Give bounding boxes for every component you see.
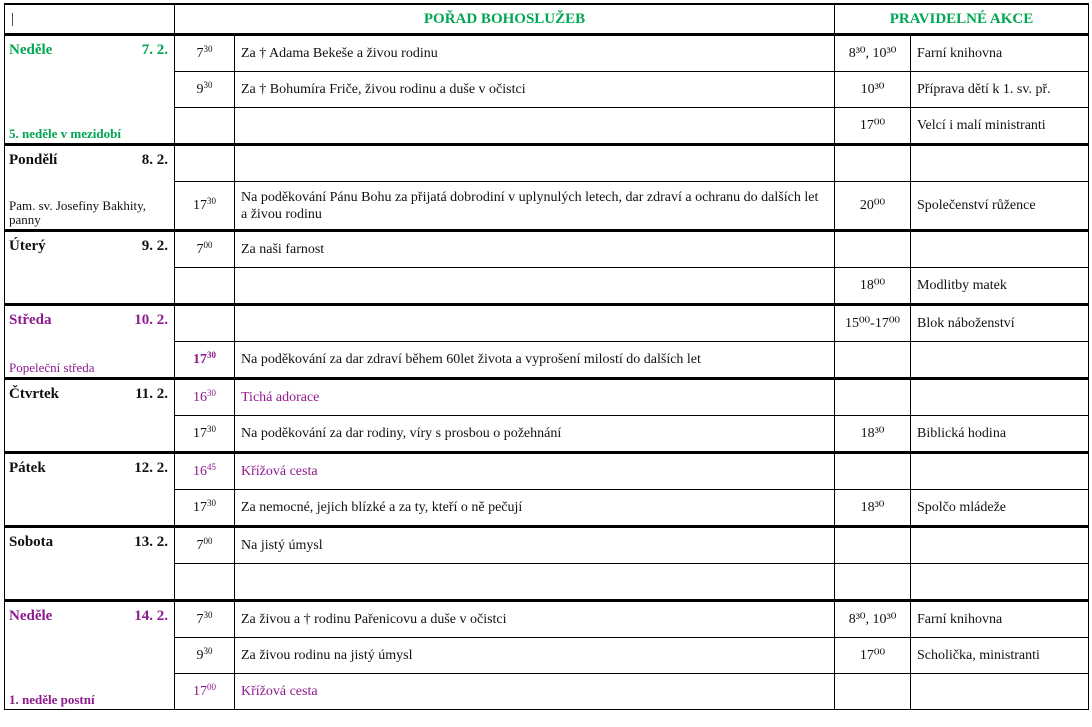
mass-time: $17^{30}$ bbox=[175, 416, 235, 453]
mass-time bbox=[175, 564, 235, 601]
day-name: Středa bbox=[9, 312, 52, 328]
mass-time: $16^{45}$ bbox=[175, 453, 235, 490]
mass-time: $17^{00}$ bbox=[175, 674, 235, 710]
mass-time: $7^{00}$ bbox=[175, 231, 235, 268]
event-name: Farní knihovna bbox=[911, 601, 1089, 638]
day-cell-wednesday bbox=[5, 305, 175, 379]
event-time: 20⁰⁰ bbox=[835, 182, 911, 231]
mass-intention: Za † Bohumíra Friče, živou rodinu a duše v očistci bbox=[235, 72, 835, 108]
day-name: Neděle bbox=[9, 608, 53, 624]
day-date: 9. 2. bbox=[141, 238, 168, 254]
mass-time bbox=[175, 305, 235, 342]
mass-intention: Na poděkování za dar zdraví během 60let života a vyprošení milostí do dalších let bbox=[235, 342, 835, 379]
mass-intention bbox=[235, 268, 835, 305]
day-date: 12. 2. bbox=[134, 460, 168, 476]
event-name: Modlitby matek bbox=[911, 268, 1089, 305]
mass-intention: Za živou rodinu na jistý úmysl bbox=[235, 638, 835, 674]
header-row bbox=[5, 4, 1089, 35]
event-name: Scholička, ministranti bbox=[911, 638, 1089, 674]
mass-time: $16^{30}$ bbox=[175, 379, 235, 416]
table-row bbox=[5, 379, 1089, 416]
mass-intention: Na jistý úmysl bbox=[235, 527, 835, 564]
liturgical-note: Pam. sv. Josefiny Bakhity, panny bbox=[9, 198, 146, 227]
schedule-title: POŘAD BOHOSLUŽEB bbox=[175, 4, 835, 35]
table-row bbox=[5, 453, 1089, 490]
day-name: Neděle bbox=[9, 42, 53, 58]
mass-intention: Na poděkování za dar rodiny, víry s prosbou o požehnání bbox=[235, 416, 835, 453]
mass-intention: Křížová cesta bbox=[235, 674, 835, 710]
event-time: 18³⁰ bbox=[835, 490, 911, 527]
mass-time bbox=[175, 145, 235, 182]
event-time: 8³⁰, 10³⁰ bbox=[835, 601, 911, 638]
event-name: Společenství růžence bbox=[911, 182, 1089, 231]
event-time bbox=[835, 379, 911, 416]
event-name bbox=[911, 453, 1089, 490]
event-name: Blok náboženství bbox=[911, 305, 1089, 342]
event-time: 18⁰⁰ bbox=[835, 268, 911, 305]
mass-intention: Za † Adama Bekeše a živou rodinu bbox=[235, 35, 835, 72]
mass-intention: Za živou a † rodinu Pařenicovu a duše v očistci bbox=[235, 601, 835, 638]
event-time bbox=[835, 674, 911, 710]
mass-time: $9^{30}$ bbox=[175, 72, 235, 108]
table-row bbox=[5, 145, 1089, 182]
day-name: Úterý bbox=[9, 238, 46, 254]
day-cell-saturday bbox=[5, 527, 175, 601]
day-cell-tuesday bbox=[5, 231, 175, 305]
event-name bbox=[911, 379, 1089, 416]
event-name bbox=[911, 564, 1089, 601]
table-row bbox=[5, 231, 1089, 268]
event-time: 8³⁰, 10³⁰ bbox=[835, 35, 911, 72]
liturgical-note: 5. neděle v mezidobí bbox=[9, 126, 121, 141]
event-time: 18³⁰ bbox=[835, 416, 911, 453]
event-time: 17⁰⁰ bbox=[835, 108, 911, 145]
day-date: 10. 2. bbox=[134, 312, 168, 328]
mass-intention: Na poděkování Pánu Bohu za přijatá dobrodiní v uplynulých letech, dar zdraví a ochranu do dalších let a živou rodinu bbox=[235, 182, 835, 231]
event-name: Biblická hodina bbox=[911, 416, 1089, 453]
event-name: Příprava dětí k 1. sv. př. bbox=[911, 72, 1089, 108]
event-time: 10³⁰ bbox=[835, 72, 911, 108]
event-time bbox=[835, 453, 911, 490]
day-date: 13. 2. bbox=[134, 534, 168, 550]
event-time bbox=[835, 342, 911, 379]
mass-intention bbox=[235, 564, 835, 601]
table-row bbox=[5, 527, 1089, 564]
mass-time: $17^{30}$ bbox=[175, 182, 235, 231]
event-name: Spolčo mládeže bbox=[911, 490, 1089, 527]
mass-intention bbox=[235, 145, 835, 182]
table-row bbox=[5, 305, 1089, 342]
event-time bbox=[835, 145, 911, 182]
event-time bbox=[835, 564, 911, 601]
mass-time bbox=[175, 268, 235, 305]
event-name bbox=[911, 527, 1089, 564]
day-cell-thursday bbox=[5, 379, 175, 453]
event-name bbox=[911, 145, 1089, 182]
day-cell-sunday-7 bbox=[5, 35, 175, 145]
day-name: Pondělí bbox=[9, 152, 58, 168]
event-time bbox=[835, 527, 911, 564]
mass-time: $7^{30}$ bbox=[175, 601, 235, 638]
day-cell-sunday-14 bbox=[5, 601, 175, 710]
day-date: 14. 2. bbox=[134, 608, 168, 624]
day-date: 7. 2. bbox=[141, 42, 168, 58]
mass-intention: Křížová cesta bbox=[235, 453, 835, 490]
schedule-table bbox=[4, 3, 1089, 710]
event-name bbox=[911, 674, 1089, 710]
mass-time bbox=[175, 108, 235, 145]
day-cell-friday bbox=[5, 453, 175, 527]
event-name bbox=[911, 342, 1089, 379]
day-date: 8. 2. bbox=[141, 152, 168, 168]
day-date: 11. 2. bbox=[135, 386, 168, 402]
mass-time: $7^{00}$ bbox=[175, 527, 235, 564]
table-row bbox=[5, 35, 1089, 72]
event-name: Velcí i malí ministranti bbox=[911, 108, 1089, 145]
day-cell-monday bbox=[5, 145, 175, 231]
mass-intention: Za naši farnost bbox=[235, 231, 835, 268]
day-name: Pátek bbox=[9, 460, 46, 476]
mass-intention: Tichá adorace bbox=[235, 379, 835, 416]
liturgical-note: 1. neděle postní bbox=[9, 692, 95, 707]
event-time: 17⁰⁰ bbox=[835, 638, 911, 674]
day-name: Čtvrtek bbox=[9, 386, 59, 402]
mass-time: $7^{30}$ bbox=[175, 35, 235, 72]
mass-intention: Za nemocné, jejich blízké a za ty, kteří o ně pečují bbox=[235, 490, 835, 527]
table-row bbox=[5, 601, 1089, 638]
mass-intention bbox=[235, 305, 835, 342]
event-name: Farní knihovna bbox=[911, 35, 1089, 72]
mass-intention bbox=[235, 108, 835, 145]
event-time bbox=[835, 231, 911, 268]
event-time: 15⁰⁰-17⁰⁰ bbox=[835, 305, 911, 342]
header-left-mark: | bbox=[5, 4, 175, 35]
liturgical-note: Popeleční středa bbox=[9, 360, 95, 375]
mass-time: $17^{30}$ bbox=[175, 342, 235, 379]
mass-time: $9^{30}$ bbox=[175, 638, 235, 674]
mass-time: $17^{30}$ bbox=[175, 490, 235, 527]
event-name bbox=[911, 231, 1089, 268]
events-title: PRAVIDELNÉ AKCE bbox=[835, 4, 1089, 35]
day-name: Sobota bbox=[9, 534, 54, 550]
